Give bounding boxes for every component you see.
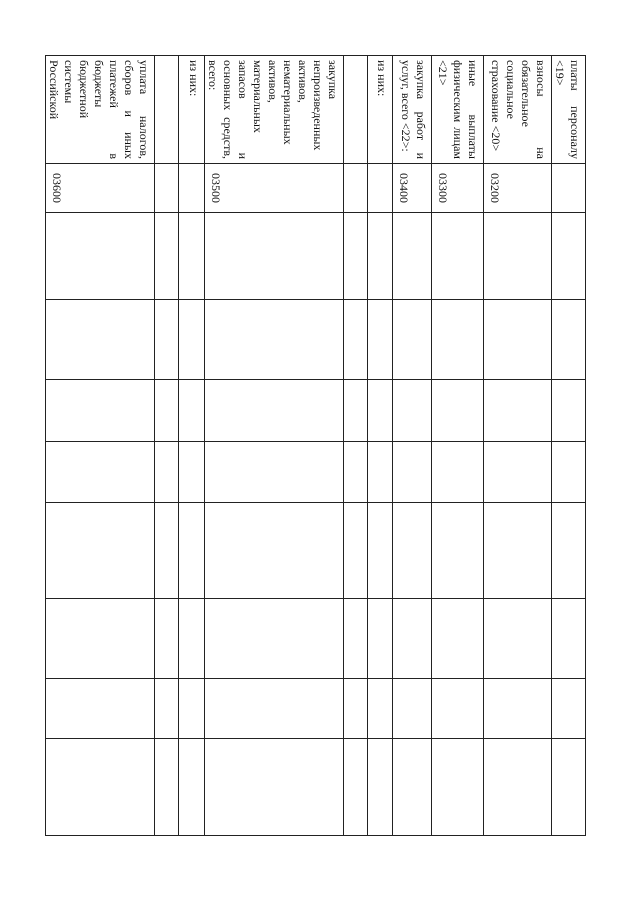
table-row (179, 56, 205, 836)
row-label: взносы на обязательное социальное страхование <20> (484, 56, 552, 164)
row-code (155, 164, 179, 213)
row-label (344, 56, 368, 164)
row-code: 03300 (432, 164, 484, 213)
row-label: закупка работ и услуг, всего <22>: (393, 56, 432, 164)
row-label: иные выплаты физическим лицам <21> (432, 56, 484, 164)
row-label: из них: (179, 56, 205, 164)
row-label (155, 56, 179, 164)
table-row (393, 56, 432, 836)
row-code (368, 164, 393, 213)
table-row (155, 56, 179, 836)
row-code: 03500 (205, 164, 344, 213)
table-row (368, 56, 393, 836)
row-code (344, 164, 368, 213)
row-code: 03200 (484, 164, 552, 213)
financial-plan-table (45, 55, 586, 836)
row-label: закупка непроизведенных активов, нематериальных активов, материальных запасов и основных средств, всего: (205, 56, 344, 164)
table-row (46, 56, 155, 836)
row-code (179, 164, 205, 213)
row-label: платы персоналу <19> (552, 56, 586, 164)
table-row (432, 56, 484, 836)
table-row (484, 56, 552, 836)
row-label: из них: (368, 56, 393, 164)
rotated-table-wrapper (47, 55, 586, 835)
row-code: 03600 (46, 164, 155, 213)
row-label: уплата налогов, сборов и иных платежей в бюджеты бюджетной системы Российской (46, 56, 155, 164)
table-row (205, 56, 344, 836)
row-code (552, 164, 586, 213)
table-row (552, 56, 586, 836)
row-code: 03400 (393, 164, 432, 213)
table-row (344, 56, 368, 836)
